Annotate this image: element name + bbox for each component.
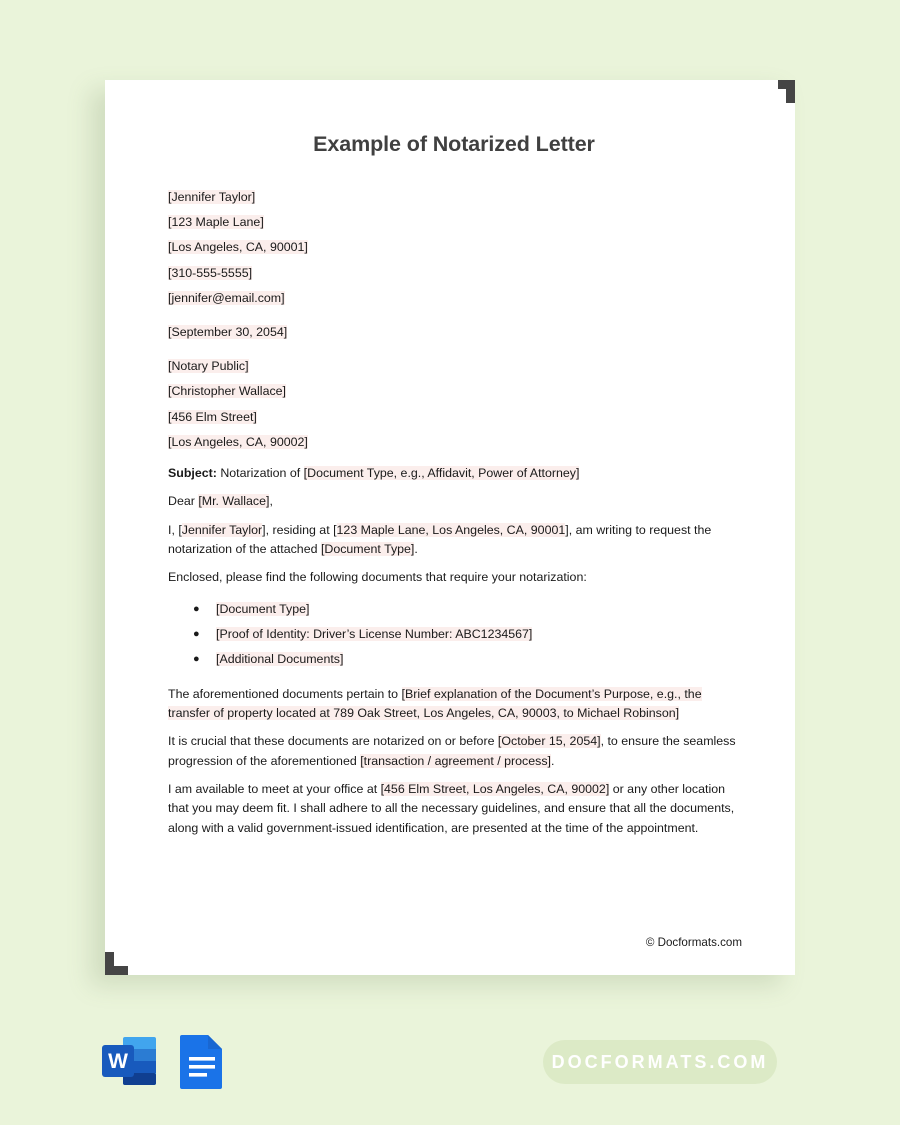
- page-title: Example of Notarized Letter: [313, 132, 595, 156]
- body-paragraph-4: It is crucial that these documents are notarized on or before [October 15, 2054], to ensure the seamless progression of the aforementioned [transaction / agreement / process].: [168, 734, 736, 768]
- microsoft-word-icon[interactable]: [98, 1029, 162, 1098]
- recipient-line-city: [Los Angeles, CA, 90002]: [168, 434, 308, 449]
- body-paragraph-2: Enclosed, please find the following documents that require your notarization:: [168, 570, 587, 585]
- list-item: ● [Proof of Identity: Driver’s License Number: ABC1234567]: [168, 622, 740, 647]
- sender-line-name: [Jennifer Taylor]: [168, 190, 256, 204]
- google-docs-icon[interactable]: [174, 1029, 230, 1098]
- corner-mark-bottom-left: [105, 952, 128, 975]
- recipient-line-title: [Notary Public]: [168, 359, 249, 374]
- recipient-line-street: [456 Elm Street]: [168, 409, 257, 424]
- salutation-line: Dear [Mr. Wallace],: [168, 494, 273, 509]
- corner-mark-top-right: [778, 80, 795, 103]
- recipient-line-name: [Christopher Wallace]: [168, 384, 286, 399]
- subject-line: Subject: Notarization of [Document Type, e.g., Affidavit, Power of Attorney]: [168, 466, 580, 481]
- docformats-watermark: [543, 1040, 777, 1084]
- body-paragraph-5: I am available to meet at your office at [456 Elm Street, Los Angeles, CA, 90002] or any other location that you may deem fit. I shall adhere to all the necessary guidelines, and ensure that all the documents, along with a valid government-issued identification, are presented at the time of the appointment.: [168, 781, 735, 835]
- list-item: ● [Document Type]: [168, 597, 740, 622]
- sender-line-city: [Los Angeles, CA, 90001]: [168, 240, 308, 255]
- download-format-icons: [98, 1029, 230, 1098]
- enclosed-documents-list: [168, 597, 740, 673]
- spacer-after-sender: [168, 311, 740, 320]
- date-line: [September 30, 2054]: [168, 325, 288, 340]
- sender-line-email: [jennifer@email.com]: [168, 290, 285, 305]
- spacer-after-date: [168, 345, 740, 354]
- bullet-icon: ●: [193, 653, 200, 666]
- spacer-after-recipient: [168, 455, 740, 464]
- sender-line-phone: [310-555-5555]: [168, 265, 253, 280]
- sender-line-street: [123 Maple Lane]: [168, 215, 264, 230]
- body-paragraph-1: I, [Jennifer Taylor], residing at [123 Maple Lane, Los Angeles, CA, 90001], am writing to request the notarization of the attached [Document Type].: [168, 522, 712, 556]
- watermark-text: DOCFORMATS.COM: [551, 1051, 769, 1072]
- bullet-icon: ●: [193, 627, 200, 640]
- footer-credit: © Docformats.com: [645, 936, 742, 949]
- list-item: ● [Additional Documents]: [168, 647, 740, 672]
- document-body: [168, 132, 740, 847]
- body-paragraph-3: The aforementioned documents pertain to [Brief explanation of the Document’s Purpose, e.g., the transfer of property located at 789 Oak Street, Los Angeles, CA, 90003, to Michael Robinson]: [168, 686, 702, 721]
- svg-text:W: W: [108, 1050, 128, 1073]
- bullet-icon: ●: [193, 602, 200, 615]
- document-page: [105, 80, 795, 975]
